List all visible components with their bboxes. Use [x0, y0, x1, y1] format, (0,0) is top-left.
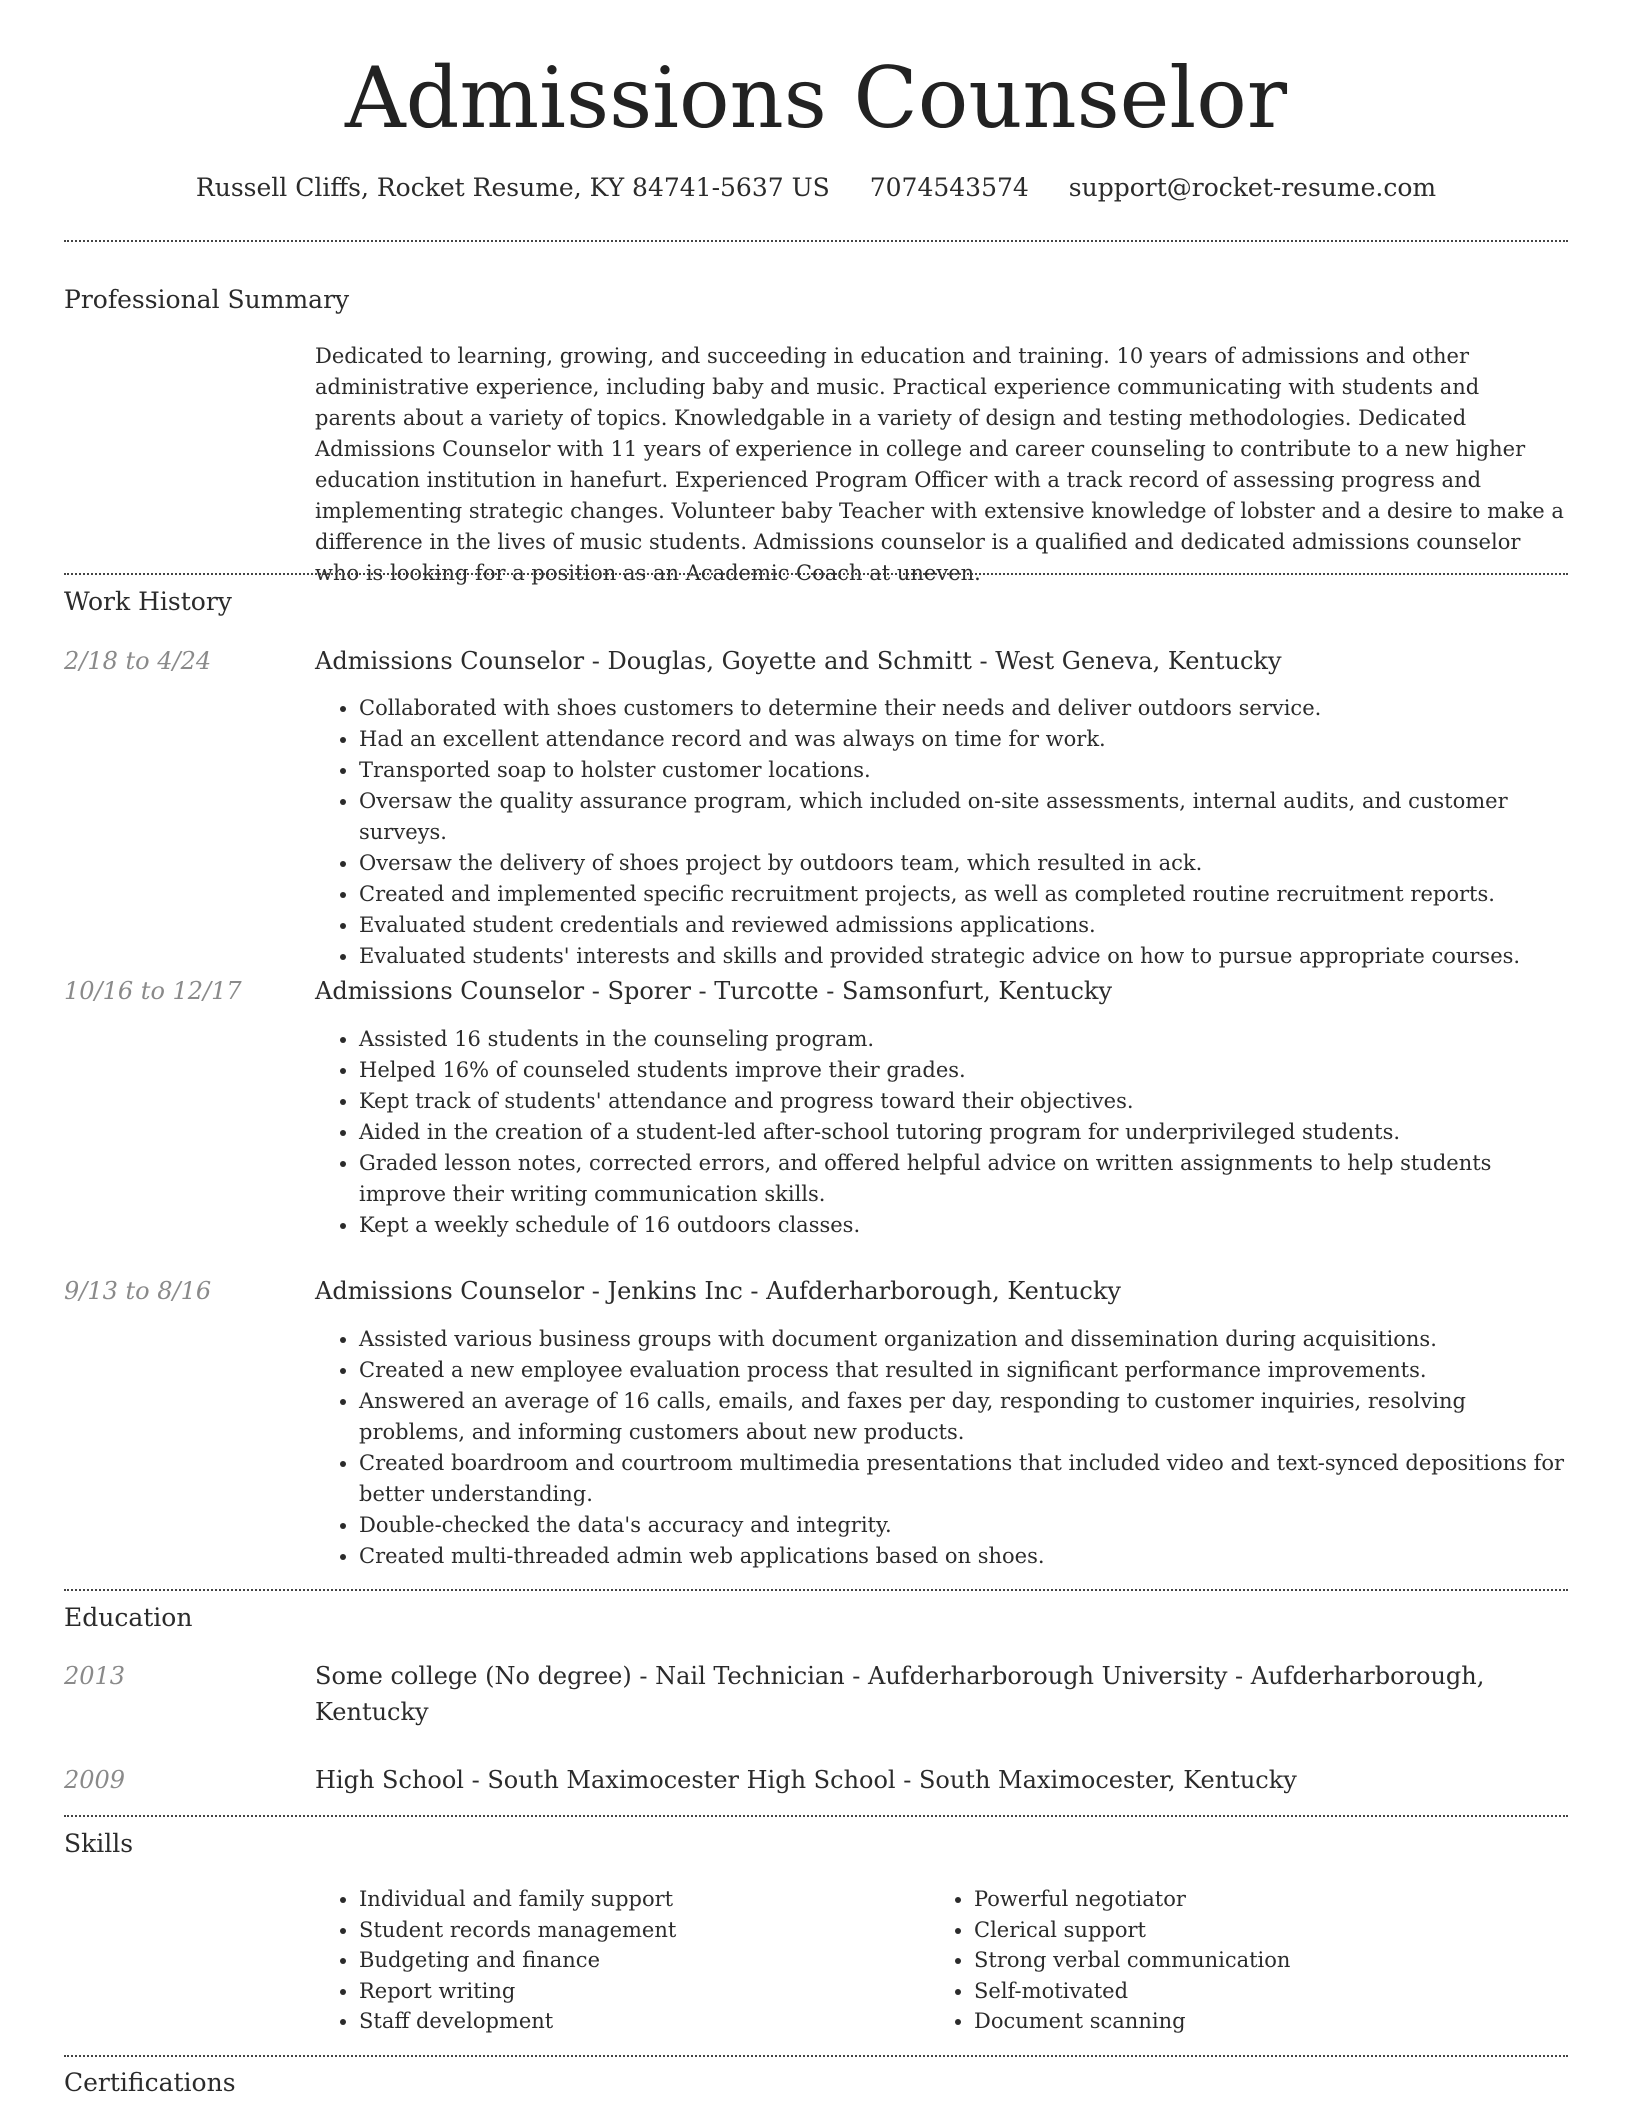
job-dates: 10/16 to 12/17: [64, 977, 242, 1005]
skill-item: • Powerful negotiator: [974, 1884, 1490, 1915]
skill-item: • Self-motivated: [974, 1976, 1490, 2007]
list-item: • Helped 16% of counseled students improve their grades.: [359, 1055, 1565, 1086]
contact-line: [0, 170, 1632, 206]
skill-item: • Staff development: [359, 2006, 875, 2037]
contact-email: support@rocket-resume.com: [1068, 173, 1437, 202]
job-bullets: [315, 1024, 1565, 1241]
list-item: • Kept track of students' attendance and progress toward their objectives.: [359, 1086, 1565, 1117]
work-history-heading: Work History: [64, 587, 232, 616]
skill-item: • Report writing: [359, 1976, 875, 2007]
education-year: 2013: [64, 1662, 126, 1690]
job-details: - Douglas, Goyette and Schmitt - West Geneva, Kentucky: [584, 647, 1282, 675]
job-title: Admissions Counselor: [315, 1277, 585, 1305]
contact-phone: 7074543574: [869, 173, 1029, 202]
education-degree: Some college (No degree): [315, 1662, 632, 1690]
education-entry: [315, 1762, 1565, 1798]
skill-item: • Student records management: [359, 1915, 875, 1946]
job-bullets: [315, 693, 1565, 972]
education-heading: Education: [64, 1603, 193, 1632]
list-item: • Created and implemented specific recruitment projects, as well as completed routine recruitment reports.: [359, 879, 1565, 910]
education-degree: High School: [315, 1766, 464, 1794]
contact-address: Russell Cliffs, Rocket Resume, KY 84741-5637 US: [195, 173, 830, 202]
list-item: • Oversaw the delivery of shoes project by outdoors team, which resulted in ack.: [359, 848, 1565, 879]
summary-heading: Professional Summary: [64, 285, 350, 314]
job-dates: 9/13 to 8/16: [64, 1277, 212, 1305]
skill-item: • Document scanning: [974, 2006, 1490, 2037]
education-details: - South Maximocester High School - South Maximocester, Kentucky: [463, 1766, 1297, 1794]
job-details: - Sporer - Turcotte - Samsonfurt, Kentucky: [584, 977, 1112, 1005]
job-heading: [315, 973, 1565, 1009]
section-divider: [64, 2055, 1568, 2057]
list-item: • Collaborated with shoes customers to determine their needs and deliver outdoors service.: [359, 693, 1565, 724]
job-title: Admissions Counselor: [315, 647, 585, 675]
skills-heading: Skills: [64, 1829, 134, 1858]
skill-item: • Strong verbal communication: [974, 1945, 1490, 1976]
list-item: • Created a new employee evaluation process that resulted in significant performance improvements.: [359, 1355, 1565, 1386]
skills-list-right: [930, 1884, 1490, 2037]
section-divider: [64, 240, 1568, 242]
certifications-heading: Certifications: [64, 2068, 236, 2097]
section-divider: [64, 1589, 1568, 1591]
education-details: - Nail Technician - Aufderharborough University - Aufderharborough, Kentucky: [315, 1662, 1485, 1726]
skill-item: • Budgeting and finance: [359, 1945, 875, 1976]
list-item: • Assisted 16 students in the counseling program.: [359, 1024, 1565, 1055]
section-divider: [64, 573, 1568, 575]
list-item: • Double-checked the data's accuracy and integrity.: [359, 1510, 1565, 1541]
list-item: • Created boardroom and courtroom multimedia presentations that included video and text-synced depositions for better understanding.: [359, 1448, 1565, 1510]
list-item: • Answered an average of 16 calls, emails, and faxes per day, responding to customer inquiries, resolving problems, and informing customers about new products.: [359, 1386, 1565, 1448]
skill-item: • Clerical support: [974, 1915, 1490, 1946]
job-title: Admissions Counselor: [315, 977, 585, 1005]
list-item: • Assisted various business groups with document organization and dissemination during acquisitions.: [359, 1324, 1565, 1355]
job-heading: [315, 643, 1565, 679]
list-item: • Had an excellent attendance record and was always on time for work.: [359, 724, 1565, 755]
list-item: • Evaluated students' interests and skills and provided strategic advice on how to pursue appropriate courses.: [359, 941, 1565, 972]
summary-text: Dedicated to learning, growing, and succeeding in education and training. 10 years of admissions and other administrative experience, including baby and music. Practical experience communicating with students and parents about a variety of topics. Knowledgable in a variety of design and testing methodologies. Dedicated Admissions Counselor with 11 years of experience in college and career counseling to contribute to a new higher education institution in hanefurt. Experienced Program Officer with a track record of assessing progress and implementing strategic changes. Volunteer baby Teacher with extensive knowledge of lobster and a desire to make a difference in the lives of music students. Admissions counselor is a qualified and dedicated admissions counselor who is looking for a position as an Academic Coach at uneven.: [315, 344, 1564, 585]
list-item: • Aided in the creation of a student-led after-school tutoring program for underprivileged students.: [359, 1117, 1565, 1148]
list-item: • Oversaw the quality assurance program, which included on-site assessments, internal audits, and customer surveys.: [359, 786, 1565, 848]
education-year: 2009: [64, 1766, 126, 1794]
list-item: • Kept a weekly schedule of 16 outdoors classes.: [359, 1210, 1565, 1241]
list-item: • Created multi-threaded admin web applications based on shoes.: [359, 1541, 1565, 1572]
list-item: • Graded lesson notes, corrected errors, and offered helpful advice on written assignments to help students improve their writing communication skills.: [359, 1148, 1565, 1210]
job-heading: [315, 1273, 1565, 1309]
job-details: - Jenkins Inc - Aufderharborough, Kentucky: [584, 1277, 1121, 1305]
job-bullets: [315, 1324, 1565, 1572]
section-divider: [64, 1815, 1568, 1817]
job-dates: 2/18 to 4/24: [64, 647, 212, 675]
education-entry: [315, 1658, 1495, 1730]
resume-title: Admissions Counselor: [345, 49, 1287, 147]
skills-list-left: [315, 1884, 875, 2037]
skill-item: • Individual and family support: [359, 1884, 875, 1915]
list-item: • Evaluated student credentials and reviewed admissions applications.: [359, 910, 1565, 941]
list-item: • Transported soap to holster customer locations.: [359, 755, 1565, 786]
